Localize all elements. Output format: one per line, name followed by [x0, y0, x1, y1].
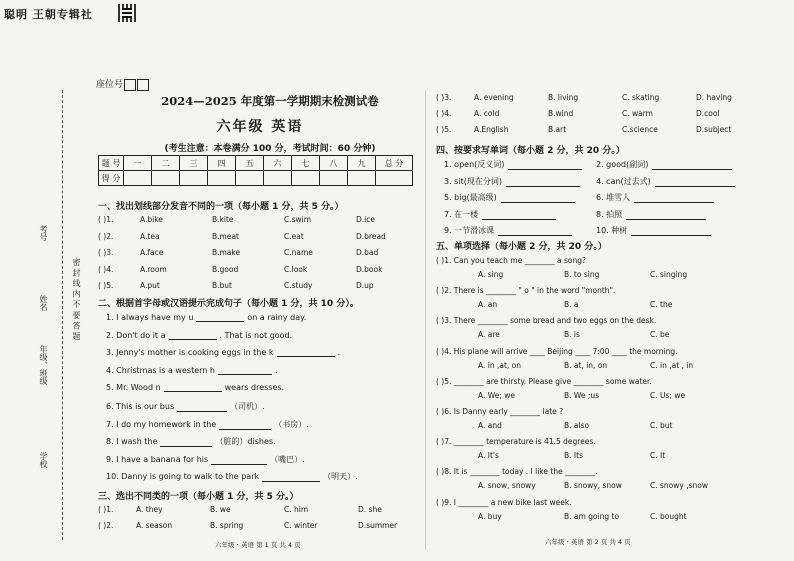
choice-b[interactable]: B.make [212, 248, 241, 257]
choice-a[interactable]: A. evening [474, 93, 514, 102]
score-header-cell: 五 [236, 156, 264, 171]
option-c[interactable]: C. be [650, 330, 670, 340]
choice-a[interactable]: A. cold [474, 109, 500, 118]
option-a[interactable]: A. snow, snowy [478, 481, 536, 491]
option-a[interactable]: A. in ,at, on [478, 360, 522, 370]
sentence-row [106, 331, 292, 340]
score-cell[interactable] [208, 171, 236, 186]
sentence-row [106, 366, 278, 375]
question-text: ( )3. There ________ some bread and two eggs on the desk. [436, 316, 657, 326]
sentence-end: （明天）. [323, 472, 358, 482]
answer-blank[interactable] [169, 331, 217, 340]
answer-blank[interactable] [626, 211, 706, 220]
task-label: 4. can(过去式) [596, 176, 651, 186]
choice-b[interactable]: B.but [212, 281, 232, 290]
sentence-end: （嘴巴）. [270, 454, 305, 464]
task-label: 7. 在一楼 [444, 209, 479, 219]
option-c[interactable]: C. snowy ,snow [650, 481, 708, 491]
sentence-end: （书房）. [274, 419, 309, 429]
answer-blank[interactable] [634, 194, 714, 203]
exam-notice: (考生注意：本卷满分 100 分，考试时间：60 分钟) [164, 144, 376, 154]
answer-paren[interactable]: ( )3. [98, 248, 114, 257]
choice-b[interactable]: B.art [548, 125, 567, 134]
choice-a[interactable]: A. they [136, 505, 163, 514]
score-header-cell: 四 [208, 156, 236, 171]
task-label: 1. open(反义词) [444, 160, 505, 169]
score-table [98, 155, 413, 186]
school-label: 学校 [39, 452, 48, 468]
option-a[interactable]: A. are [478, 330, 500, 340]
sentence-start: 8. I wash the [106, 437, 158, 447]
option-a[interactable]: A. buy [478, 511, 502, 521]
answer-blank[interactable] [211, 456, 267, 465]
score-header-cell: 八 [320, 156, 348, 171]
question-text: ( )8. It is ________ today . I like the ________. [436, 467, 598, 477]
section-5-title: 五、单项选择（每小题 2 分，共 20 分。） [436, 242, 607, 252]
word-task-right [596, 159, 732, 170]
header-brand: 聪明 王朝专辑社 [4, 8, 93, 21]
choice-b[interactable]: B. spring [210, 521, 244, 530]
question-text: ( )7. ________ temperature is 41.5 degrees. [436, 437, 596, 447]
answer-paren[interactable]: ( )5. [98, 281, 114, 290]
choice-c[interactable]: C.science [622, 125, 658, 134]
choice-b[interactable]: B.meat [212, 231, 239, 241]
score-cell[interactable] [124, 171, 152, 186]
option-a[interactable]: A. sing [478, 270, 504, 279]
question-text: ( )6. Is Danny early ________ late ? [436, 407, 564, 416]
answer-blank[interactable] [164, 383, 222, 392]
score-header-cell: 三 [180, 156, 208, 171]
section-4-title: 四、按要求写单词（每小题 2 分，共 20 分。） [436, 146, 625, 156]
option-c[interactable]: C. but [650, 421, 673, 430]
seat-box-2[interactable] [137, 79, 149, 91]
answer-paren[interactable]: ( )5. [436, 125, 452, 134]
score-cell[interactable] [236, 171, 264, 186]
word-task-right [596, 209, 706, 220]
footer-left: 六年级・英语 第 1 页 共 4 页 [215, 541, 301, 549]
choice-d[interactable]: D. having [696, 93, 732, 102]
score-cell[interactable] [264, 171, 292, 186]
choice-d[interactable]: D.bad [356, 248, 379, 257]
exam-title: 2024—2025 年度第一学期期末检测试卷 [161, 94, 379, 108]
sentence-end: . That is not good. [219, 330, 293, 340]
word-task-left [444, 192, 575, 203]
question-text: ( )4. His plane will arrive ____ Beijing ____ 7:00 ____ the morning. [436, 346, 678, 356]
sentence-end: . [274, 365, 278, 375]
answer-blank[interactable] [652, 161, 732, 170]
task-label: 5. big(最高级) [444, 193, 497, 202]
option-c[interactable]: C. singing [650, 270, 688, 279]
choice-c[interactable]: C. winter [284, 521, 318, 530]
answer-blank[interactable] [631, 227, 711, 236]
number-label: 考号 [39, 225, 48, 241]
score-value-row [99, 171, 413, 186]
choice-a[interactable]: A.tea [140, 231, 160, 241]
sentence-end: （司机）. [230, 402, 265, 411]
option-b[interactable]: B. We ;us [564, 390, 600, 400]
score-row-label: 得 分 [99, 171, 124, 186]
seal-notice: 密 封 线 内 不 要 答 题 [72, 258, 81, 340]
score-header-cell: 题 号 [99, 156, 124, 171]
option-a[interactable]: A. an [478, 300, 498, 310]
choice-c[interactable]: C.eat [284, 231, 304, 241]
word-task-right [596, 192, 714, 203]
sentence-start: 9. I have a banana for his [106, 454, 209, 464]
sentence-row [106, 454, 305, 465]
score-header-cell: 一 [124, 156, 152, 171]
section-1-title: 一、找出划线部分发音不同的一项（每小题 1 分，共 5 分。） [98, 202, 344, 212]
choice-c[interactable]: C. warm [622, 109, 653, 118]
choice-a[interactable]: A.put [140, 281, 160, 290]
word-task-left [444, 176, 580, 187]
option-b[interactable]: B. a [564, 300, 579, 310]
choice-c[interactable]: C.look [284, 264, 308, 274]
option-b[interactable]: B. am going to [564, 511, 620, 521]
option-b[interactable]: B. snowy, snow [564, 481, 622, 491]
word-task-left [444, 159, 582, 170]
sentence-start: 3. Jenny's mother is cooking eggs in the k [106, 348, 274, 358]
answer-paren[interactable]: ( )4. [98, 264, 114, 274]
sentence-start: 1. I always have my u [106, 313, 194, 322]
choice-c[interactable]: C. him [284, 505, 309, 514]
choice-d[interactable]: D.subject [696, 125, 732, 134]
task-label: 10. 种树 [596, 226, 628, 235]
answer-blank[interactable] [655, 178, 735, 187]
score-header-cell: 六 [264, 156, 292, 171]
sentence-row [106, 313, 306, 322]
choice-d[interactable]: D.bread [356, 231, 386, 241]
task-label: 6. 堆雪人 [596, 193, 631, 202]
option-b[interactable]: B. Its [564, 451, 583, 461]
sentence-start: 5. Mr. Wood n [106, 383, 161, 393]
option-a[interactable]: A. It's [478, 451, 499, 461]
answer-blank[interactable] [506, 178, 580, 187]
sentence-row [106, 401, 265, 412]
option-b[interactable]: B. also [564, 421, 590, 430]
word-task-right [596, 225, 711, 236]
choice-b[interactable]: B. we [210, 505, 231, 514]
choice-c[interactable]: C.swim [284, 215, 312, 224]
choice-a[interactable]: A.room [140, 264, 167, 274]
seat-box-1[interactable] [124, 79, 136, 91]
score-header-cell: 总 分 [376, 156, 413, 171]
option-c[interactable]: C. Us; we [650, 390, 686, 400]
answer-blank[interactable] [218, 366, 272, 375]
sentence-end: （脏的）dishes. [215, 437, 276, 447]
answer-blank[interactable] [277, 348, 335, 357]
option-b[interactable]: B. at, in, on [564, 360, 608, 370]
answer-blank[interactable] [219, 421, 271, 430]
answer-blank[interactable] [160, 438, 212, 447]
score-cell[interactable] [348, 171, 376, 186]
answer-paren[interactable]: ( )2. [98, 231, 114, 241]
score-cell[interactable] [376, 171, 413, 186]
question-text: ( )2. There is ________ " o " in the word "month". [436, 286, 616, 296]
task-label: 3. sit(现在分词) [444, 176, 502, 186]
option-c[interactable]: C. bought [650, 511, 687, 521]
choice-a[interactable]: A.bike [140, 215, 163, 224]
word-task-left [444, 225, 572, 236]
footer-right: 六年级・英语 第 2 页 共 4 页 [545, 538, 631, 546]
choice-c[interactable]: C.name [284, 248, 313, 257]
choice-d[interactable]: D.cool [696, 109, 720, 118]
seat-label: 座位号 [96, 80, 124, 90]
score-cell[interactable] [180, 171, 208, 186]
sentence-row [106, 383, 284, 392]
answer-blank[interactable] [177, 403, 227, 412]
sentence-row [106, 348, 340, 357]
choice-a[interactable]: A.English [474, 125, 509, 134]
question-text: ( )9. I ________ a new bike last week. [436, 497, 572, 507]
section-3-title: 三、选出不同类的一项（每小题 1 分，共 5 分。） [98, 492, 299, 502]
score-header-cell: 七 [292, 156, 320, 171]
word-task-left [444, 209, 556, 220]
option-a[interactable]: A. and [478, 421, 502, 430]
option-b[interactable]: B. is [564, 330, 580, 340]
answer-paren[interactable]: ( )1. [98, 215, 114, 224]
sentence-start: 6. This is our bus [106, 402, 175, 411]
sentence-start: 2. Don't do it a [106, 330, 166, 340]
question-text: ( )5. ________ are thirsty. Please give ________ some water. [436, 376, 652, 386]
choice-b[interactable]: B.kite [212, 215, 234, 224]
score-cell[interactable] [152, 171, 180, 186]
option-c[interactable]: C. in ,at , in [650, 360, 694, 370]
choice-a[interactable]: A. season [136, 521, 173, 530]
option-b[interactable]: B. to sing [564, 270, 600, 279]
choice-d[interactable]: D.summer [358, 521, 398, 530]
option-c[interactable]: C. the [650, 300, 673, 310]
exam-subject: 六年级 英语 [216, 119, 304, 135]
sentence-row [106, 471, 358, 482]
section-2-title: 二、根据首字母或汉语提示完成句子（每小题 1 分，共 10 分）。 [98, 299, 359, 309]
score-cell[interactable] [320, 171, 348, 186]
answer-paren[interactable]: ( )1. [98, 505, 114, 514]
sentence-row [106, 436, 276, 447]
choice-b[interactable]: B. living [548, 93, 579, 102]
sentence-start: 10. Danny is going to walk to the park [106, 472, 260, 482]
sentence-start: 4. Christmas is a western h [106, 365, 215, 375]
task-label: 8. 拍照 [596, 209, 623, 219]
answer-blank[interactable] [262, 473, 320, 482]
question-text: ( )1. Can you teach me ________ a song? [436, 256, 586, 265]
sentence-end: wears dresses. [224, 383, 285, 393]
word-task-right [596, 176, 735, 187]
score-cell[interactable] [292, 171, 320, 186]
score-header-cell: 九 [348, 156, 376, 171]
choice-c[interactable]: C.study [284, 281, 313, 290]
choice-d[interactable]: D. she [358, 505, 382, 514]
name-label: 姓名 [39, 295, 48, 311]
score-header-cell: 二 [152, 156, 180, 171]
answer-blank[interactable] [508, 161, 582, 170]
answer-paren[interactable]: ( )3. [436, 93, 452, 102]
answer-paren[interactable]: ( )4. [436, 109, 452, 118]
sentence-end: on a rainy day. [247, 313, 307, 322]
column-divider [425, 90, 426, 550]
class-label: 年级、班级 [39, 345, 48, 385]
task-label: 2. good(副词) [596, 160, 649, 169]
choice-b[interactable]: B.good [212, 264, 239, 274]
answer-blank[interactable] [498, 227, 572, 236]
answer-blank[interactable] [482, 211, 556, 220]
choice-d[interactable]: D.up [356, 281, 374, 290]
answer-blank[interactable] [196, 313, 244, 322]
answer-blank[interactable] [501, 194, 575, 203]
qr-code-inner [122, 8, 132, 18]
choice-d[interactable]: D.ice [356, 215, 375, 224]
option-c[interactable]: C. It [650, 451, 666, 461]
seat-number [96, 77, 149, 91]
sentence-row [106, 419, 309, 430]
sentence-end: . [337, 348, 341, 358]
score-header-row [99, 156, 413, 171]
choice-b[interactable]: B.wind [548, 109, 574, 118]
choice-c[interactable]: C. skating [622, 93, 660, 102]
option-a[interactable]: A. We; we [478, 390, 516, 400]
answer-paren[interactable]: ( )2. [98, 521, 114, 530]
choice-d[interactable]: D.book [356, 264, 383, 274]
sentence-start: 7. I do my homework in the [106, 419, 217, 429]
task-label: 9. 一节滑冰课 [444, 226, 495, 235]
seal-line [62, 90, 63, 540]
choice-a[interactable]: A.face [140, 248, 164, 257]
